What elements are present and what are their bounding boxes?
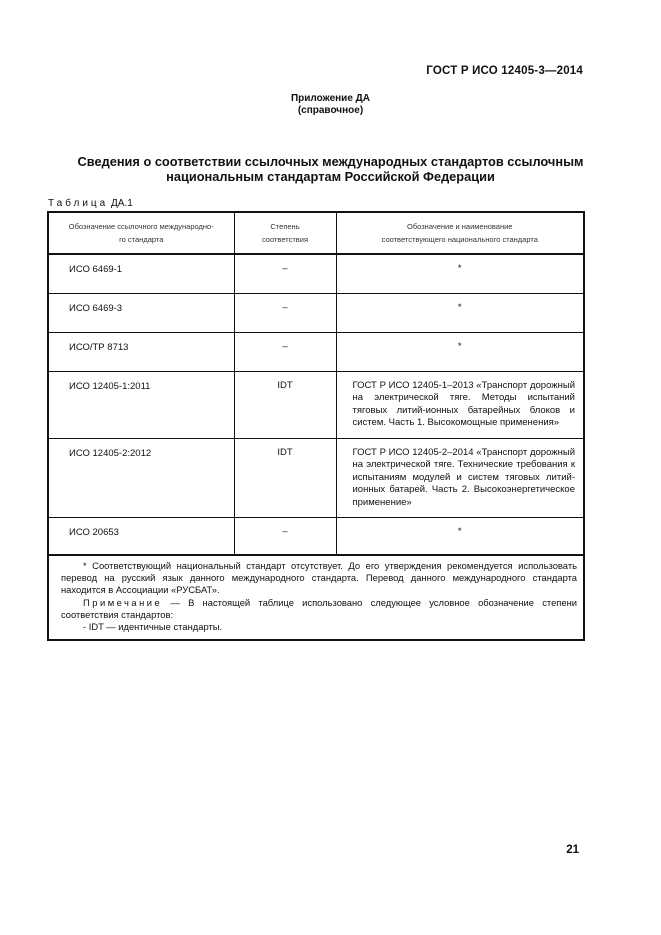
table-row <box>48 518 584 556</box>
ref-standard-cell: ИСО 20653 <box>48 518 234 556</box>
page-number: 21 <box>566 844 579 856</box>
national-standard-cell: * <box>336 333 584 372</box>
appendix-heading <box>0 93 661 117</box>
national-standard-cell: * <box>336 518 584 556</box>
footnote-text: * Соответствующий национальный стандарт отсутствует. До его утверждения рекомендуется использовать перевод на русский язык данного международного стандарта. Перевод данного международного стандарта находится в Ассоциации «РУСБАТ». <box>61 560 577 596</box>
table-row <box>48 254 584 294</box>
note-paragraph <box>61 597 577 621</box>
ref-standard-cell: ИСО 12405-1:2011 <box>48 372 234 439</box>
national-standard-cell: ГОСТ Р ИСО 12405-1–2013 «Транспорт дорожный на электрической тяге. Методы испытаний тяговых литий-ионных батарейных блоков и систем. Часть 1. Высокомощные применения» <box>336 372 584 439</box>
degree-cell: IDT <box>234 372 336 439</box>
ref-standard-cell: ИСО/ТР 8713 <box>48 333 234 372</box>
national-standard-cell: ГОСТ Р ИСО 12405-2–2014 «Транспорт дорожный на электрической тяге. Технические требования к испытаниям модулей и систем тяговых литий-ионных батарей. Часть 2. Высокоэнергетическое применение» <box>336 439 584 518</box>
header-reference-standard: Обозначение ссылочного международно- го стандарта <box>48 212 234 254</box>
table-notes-row <box>48 555 584 640</box>
appendix-subtitle: (справочное) <box>297 105 364 116</box>
note-item: - IDT — идентичные стандарты. <box>83 621 223 633</box>
table-notes <box>48 555 584 640</box>
table-row <box>48 333 584 372</box>
degree-cell: IDT <box>234 439 336 518</box>
standards-correspondence-table <box>47 211 585 641</box>
degree-cell: – <box>234 254 336 294</box>
note-text: — В настоящей таблице использовано следующее условное обозначение степени соответствия стандартов: <box>61 596 577 620</box>
table-caption <box>48 198 133 209</box>
section-title <box>30 154 631 184</box>
national-standard-cell: * <box>336 294 584 333</box>
document-id-header: ГОСТ Р ИСО 12405-3—2014 <box>426 65 583 77</box>
appendix-title: Приложение ДА <box>290 93 371 104</box>
degree-cell: – <box>234 518 336 556</box>
national-standard-cell: * <box>336 254 584 294</box>
degree-cell: – <box>234 294 336 333</box>
ref-standard-cell: ИСО 6469-1 <box>48 254 234 294</box>
table-caption-number: ДА.1 <box>111 198 133 209</box>
table-row <box>48 439 584 518</box>
ref-standard-cell: ИСО 6469-3 <box>48 294 234 333</box>
table-caption-word: Таблица <box>48 198 109 209</box>
header-degree-of-correspondence: Степень соответствия <box>234 212 336 254</box>
section-title-line2: национальным стандартам Российской Федерации <box>166 169 495 184</box>
table-header-row <box>48 212 584 254</box>
table-row <box>48 372 584 439</box>
degree-cell: – <box>234 333 336 372</box>
section-title-line1: Сведения о соответствии ссылочных международных стандартов ссылочным <box>77 154 584 169</box>
note-label: Примечание <box>83 596 163 608</box>
header-national-standard: Обозначение и наименование соответствующего национального стандарта <box>336 212 584 254</box>
table-row <box>48 294 584 333</box>
ref-standard-cell: ИСО 12405-2:2012 <box>48 439 234 518</box>
